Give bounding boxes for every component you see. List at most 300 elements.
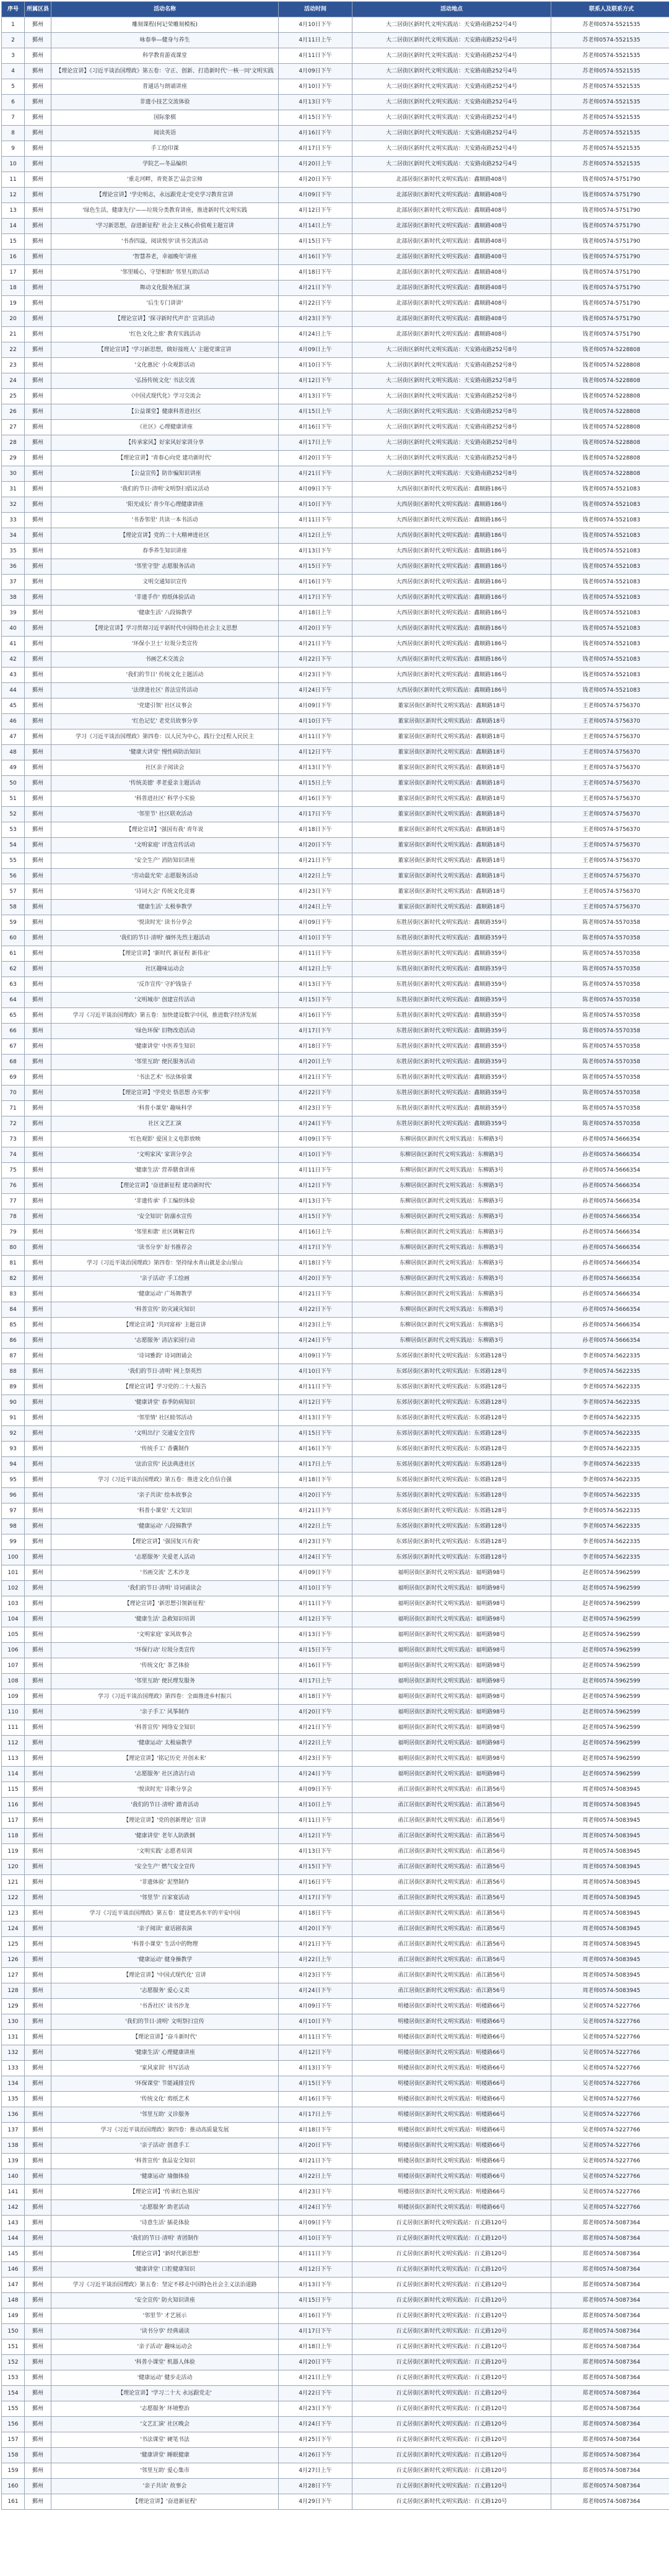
cell-district: 鄞州 xyxy=(25,1736,51,1751)
cell-activity-name: 手工绘印课 xyxy=(51,141,279,157)
cell-contact: 苏老师0574-5521535 xyxy=(551,17,669,33)
cell-index: 116 xyxy=(2,1798,25,1813)
cell-district: 鄞州 xyxy=(25,1240,51,1256)
cell-activity-place: 百丈居街区新时代文明实践站：百丈路120号 xyxy=(352,2417,551,2432)
cell-activity-name: '邻里节' 才艺展示 xyxy=(51,2308,279,2324)
cell-index: 104 xyxy=(2,1612,25,1627)
cell-contact: 赵老师0574-5962599 xyxy=(551,1643,669,1658)
cell-index: 149 xyxy=(2,2308,25,2324)
cell-activity-time: 4月11日下午 xyxy=(279,2247,352,2262)
cell-district: 鄞州 xyxy=(25,1101,51,1116)
cell-activity-time: 4月17日下午 xyxy=(279,141,352,157)
table-row xyxy=(2,2014,669,2030)
cell-index: 155 xyxy=(2,2401,25,2417)
cell-activity-place: 董家居街区新时代文明实践站：鑫顺路18号 xyxy=(352,884,551,900)
table-row xyxy=(2,1101,669,1116)
table-row xyxy=(2,2169,669,2185)
cell-activity-time: 4月15日下午 xyxy=(279,2076,352,2092)
cell-contact: 王老师0574-5756370 xyxy=(551,838,669,853)
cell-activity-name: 【理论宣讲】学习党的二十大报告 xyxy=(51,1380,279,1395)
cell-contact: 陈老师0574-5570358 xyxy=(551,977,669,993)
header-activity-place: 活动地点 xyxy=(352,2,551,17)
cell-index: 117 xyxy=(2,1813,25,1829)
table-row xyxy=(2,1550,669,1565)
table-row xyxy=(2,373,669,389)
cell-activity-name: '亲子阅读' 童话剧表演 xyxy=(51,1921,279,1937)
cell-activity-time: 4月13日下午 xyxy=(279,544,352,559)
cell-contact: 王老师0574-5756370 xyxy=(551,760,669,776)
table-row xyxy=(2,281,669,296)
cell-district: 鄞州 xyxy=(25,2432,51,2448)
cell-district: 鄞州 xyxy=(25,931,51,946)
cell-activity-place: 百丈居街区新时代文明实践站：百丈路120号 xyxy=(352,2262,551,2278)
cell-activity-time: 4月09日下午 xyxy=(279,64,352,79)
cell-activity-name: '非遗体验' 泥塑制作 xyxy=(51,1875,279,1891)
cell-activity-name: '我们的节日·清明' 文明祭扫宣传 xyxy=(51,2014,279,2030)
cell-activity-name: 【公益课堂】健康科普进社区 xyxy=(51,404,279,420)
cell-district: 鄞州 xyxy=(25,791,51,807)
cell-index: 96 xyxy=(2,1488,25,1503)
table-row xyxy=(2,2076,669,2092)
cell-activity-name: '科普小课堂' 天文知识 xyxy=(51,1503,279,1519)
cell-index: 55 xyxy=(2,853,25,869)
cell-index: 108 xyxy=(2,1674,25,1689)
cell-district: 鄞州 xyxy=(25,1720,51,1736)
cell-activity-place: 百丈居街区新时代文明实践站：百丈路120号 xyxy=(352,2278,551,2293)
cell-contact: 钱老师0574-5228808 xyxy=(551,404,669,420)
cell-index: 64 xyxy=(2,993,25,1008)
cell-activity-name: '健康运动' 瑜伽体验 xyxy=(51,2169,279,2185)
cell-activity-time: 4月15日上午 xyxy=(279,776,352,791)
cell-activity-place: 东胜居街区新时代文明实践站：鑫顺路359号 xyxy=(352,1086,551,1101)
cell-district: 鄞州 xyxy=(25,621,51,637)
cell-activity-name: 社区趣味运动会 xyxy=(51,962,279,977)
cell-index: 156 xyxy=(2,2417,25,2432)
cell-activity-place: 董家居街区新时代文明实践站：鑫顺路18号 xyxy=(352,838,551,853)
cell-district: 鄞州 xyxy=(25,1457,51,1473)
cell-contact: 王老师0574-5756370 xyxy=(551,822,669,838)
cell-index: 46 xyxy=(2,714,25,729)
cell-activity-place: 东胜居街区新时代文明实践站：鑫顺路359号 xyxy=(352,993,551,1008)
cell-activity-name: '环保小卫士' 垃圾分类宣传 xyxy=(51,637,279,652)
cell-activity-place: 北部居街区新时代文明实践站：鑫顺路408号 xyxy=(352,188,551,203)
cell-activity-time: 4月09日下午 xyxy=(279,188,352,203)
cell-district: 鄞州 xyxy=(25,2339,51,2355)
cell-activity-name: '我们的节日·清明'文明祭扫倡议活动 xyxy=(51,482,279,497)
cell-activity-place: 东柳居街区新时代文明实践站：东柳路3号 xyxy=(352,1132,551,1147)
cell-contact: 吴老师0574-5227766 xyxy=(551,2030,669,2045)
cell-activity-name: '我们的节日·清明' 诗词诵读会 xyxy=(51,1581,279,1596)
cell-activity-time: 4月11日上午 xyxy=(279,33,352,48)
cell-activity-name: 【理论宣讲】'强国有我' 青年说 xyxy=(51,822,279,838)
cell-index: 66 xyxy=(2,1024,25,1039)
table-row xyxy=(2,760,669,776)
cell-contact: 周老师0574-5083945 xyxy=(551,1891,669,1906)
cell-activity-time: 4月20日下午 xyxy=(279,621,352,637)
table-row xyxy=(2,64,669,79)
cell-index: 40 xyxy=(2,621,25,637)
cell-activity-time: 4月10日下午 xyxy=(279,714,352,729)
cell-district: 鄞州 xyxy=(25,95,51,110)
cell-district: 鄞州 xyxy=(25,2479,51,2494)
cell-contact: 王老师0574-5756370 xyxy=(551,745,669,760)
cell-contact: 郑老师0574-5087364 xyxy=(551,2293,669,2308)
cell-index: 126 xyxy=(2,1952,25,1968)
cell-activity-place: 福明居街区新时代文明实践站：福明路98号 xyxy=(352,1705,551,1720)
cell-activity-name: '书香社区' 读书沙龙 xyxy=(51,1999,279,2014)
cell-index: 32 xyxy=(2,497,25,513)
cell-index: 93 xyxy=(2,1442,25,1457)
cell-activity-place: 东郊居街区新时代文明实践站：东郊路128号 xyxy=(352,1457,551,1473)
table-row xyxy=(2,1674,669,1689)
cell-district: 鄞州 xyxy=(25,1039,51,1055)
table-row xyxy=(2,2479,669,2494)
cell-index: 91 xyxy=(2,1411,25,1426)
cell-contact: 陈老师0574-5570358 xyxy=(551,1101,669,1116)
cell-activity-place: 董家居街区新时代文明实践站：鑫顺路18号 xyxy=(352,791,551,807)
cell-activity-name: 【理论宣讲】'学习二十大 永远跟党走' xyxy=(51,2386,279,2401)
cell-index: 70 xyxy=(2,1086,25,1101)
cell-index: 82 xyxy=(2,1271,25,1287)
table-row xyxy=(2,1736,669,1751)
table-row xyxy=(2,776,669,791)
cell-activity-time: 4月11日下午 xyxy=(279,2030,352,2045)
cell-index: 88 xyxy=(2,1364,25,1380)
cell-contact: 钱老师0574-5751790 xyxy=(551,296,669,311)
cell-activity-name: '文明城市' 创建宣传活动 xyxy=(51,993,279,1008)
cell-index: 73 xyxy=(2,1132,25,1147)
table-row xyxy=(2,420,669,435)
cell-index: 151 xyxy=(2,2339,25,2355)
cell-activity-place: 大西居街区新时代文明实践站：鑫顺路186号 xyxy=(352,575,551,590)
table-row xyxy=(2,1906,669,1921)
cell-index: 124 xyxy=(2,1921,25,1937)
cell-district: 鄞州 xyxy=(25,1519,51,1534)
cell-activity-place: 明楼居街区新时代文明实践站：明楼路66号 xyxy=(352,2169,551,2185)
cell-activity-time: 4月16日下午 xyxy=(279,575,352,590)
cell-index: 26 xyxy=(2,404,25,420)
cell-district: 鄞州 xyxy=(25,2308,51,2324)
cell-district: 鄞州 xyxy=(25,1767,51,1782)
cell-contact: 李老师0574-5622335 xyxy=(551,1534,669,1550)
cell-activity-time: 4月17日下午 xyxy=(279,1240,352,1256)
cell-index: 142 xyxy=(2,2200,25,2216)
cell-district: 鄞州 xyxy=(25,513,51,528)
cell-district: 鄞州 xyxy=(25,2092,51,2107)
cell-activity-name: '文艺汇演' 社区晚会 xyxy=(51,2417,279,2432)
table-row xyxy=(2,2107,669,2123)
cell-activity-time: 4月20日下午 xyxy=(279,1488,352,1503)
cell-activity-place: 明楼居街区新时代文明实践站：明楼路66号 xyxy=(352,2138,551,2154)
table-row xyxy=(2,296,669,311)
cell-district: 鄞州 xyxy=(25,327,51,342)
cell-index: 148 xyxy=(2,2293,25,2308)
cell-district: 鄞州 xyxy=(25,1860,51,1875)
cell-activity-place: 董家居街区新时代文明实践站：鑫顺路18号 xyxy=(352,760,551,776)
cell-contact: 钱老师0574-5521083 xyxy=(551,621,669,637)
cell-activity-time: 4月13日下午 xyxy=(279,2061,352,2076)
cell-activity-place: 大二居街区新时代文明实践站：天安路南路252号4号 xyxy=(352,79,551,95)
cell-activity-place: 东胜居街区新时代文明实践站：鑫顺路359号 xyxy=(352,931,551,946)
cell-activity-name: '邻里互助' 便民服务活动 xyxy=(51,1055,279,1070)
cell-activity-time: 4月23日上午 xyxy=(279,1318,352,1333)
cell-activity-time: 4月22日下午 xyxy=(279,1302,352,1318)
cell-activity-time: 4月23日下午 xyxy=(279,311,352,327)
table-row xyxy=(2,1937,669,1952)
cell-activity-name: '健康生活' 心理健康讲座 xyxy=(51,2045,279,2061)
table-row xyxy=(2,1767,669,1782)
table-row xyxy=(2,2092,669,2107)
cell-activity-name: 【理论宣讲】'奋进新征程 建功新时代' xyxy=(51,1178,279,1194)
table-row xyxy=(2,1519,669,1534)
cell-contact: 王老师0574-5756370 xyxy=(551,853,669,869)
table-row xyxy=(2,1983,669,1999)
cell-index: 129 xyxy=(2,1999,25,2014)
cell-district: 鄞州 xyxy=(25,1147,51,1163)
cell-contact: 郑老师0574-5087364 xyxy=(551,2448,669,2463)
cell-index: 143 xyxy=(2,2216,25,2231)
cell-index: 90 xyxy=(2,1395,25,1411)
cell-activity-time: 4月10日下午 xyxy=(279,1364,352,1380)
cell-index: 8 xyxy=(2,126,25,141)
cell-index: 74 xyxy=(2,1147,25,1163)
cell-activity-name: '传统文化' 茶艺体验 xyxy=(51,1658,279,1674)
cell-contact: 孙老师0574-5666354 xyxy=(551,1256,669,1271)
cell-activity-name: '我们的节日·清明' 青团制作 xyxy=(51,2231,279,2247)
cell-activity-name: 普通话与朗诵讲座 xyxy=(51,79,279,95)
cell-index: 28 xyxy=(2,435,25,451)
cell-activity-place: 福明居街区新时代文明实践站：福明路98号 xyxy=(352,1689,551,1705)
cell-district: 鄞州 xyxy=(25,1921,51,1937)
table-row xyxy=(2,2448,669,2463)
cell-contact: 陈老师0574-5570358 xyxy=(551,962,669,977)
cell-district: 鄞州 xyxy=(25,1287,51,1302)
cell-activity-time: 4月13日下午 xyxy=(279,1844,352,1860)
cell-activity-time: 4月15日下午 xyxy=(279,993,352,1008)
cell-contact: 钱老师0574-5751790 xyxy=(551,327,669,342)
cell-activity-place: 北部居街区新时代文明实践站：鑫顺路408号 xyxy=(352,265,551,281)
cell-index: 75 xyxy=(2,1163,25,1178)
cell-index: 60 xyxy=(2,931,25,946)
cell-index: 42 xyxy=(2,652,25,668)
cell-activity-name: '邻里互助' 便民理发服务 xyxy=(51,1674,279,1689)
table-row xyxy=(2,482,669,497)
cell-activity-name: '健康运动' 八段锦教学 xyxy=(51,1519,279,1534)
cell-activity-place: 大西居街区新时代文明实践站：鑫顺路186号 xyxy=(352,621,551,637)
cell-activity-name: '健康运动' 太极扇教学 xyxy=(51,1736,279,1751)
cell-contact: 郑老师0574-5087364 xyxy=(551,2355,669,2370)
cell-activity-time: 4月24日下午 xyxy=(279,1333,352,1349)
cell-index: 81 xyxy=(2,1256,25,1271)
cell-activity-place: 北部居街区新时代文明实践站：鑫顺路408号 xyxy=(352,234,551,250)
cell-district: 鄞州 xyxy=(25,1937,51,1952)
cell-contact: 钱老师0574-5228808 xyxy=(551,420,669,435)
table-row xyxy=(2,203,669,219)
cell-activity-time: 4月12日下午 xyxy=(279,745,352,760)
cell-contact: 李老师0574-5622335 xyxy=(551,1426,669,1442)
cell-contact: 钱老师0574-5521083 xyxy=(551,637,669,652)
cell-index: 127 xyxy=(2,1968,25,1983)
table-row xyxy=(2,157,669,172)
cell-activity-time: 4月13日下午 xyxy=(279,2278,352,2293)
cell-activity-place: 大二居街区新时代文明实践站：天安路南路252号4号 xyxy=(352,48,551,64)
cell-index: 92 xyxy=(2,1426,25,1442)
table-row xyxy=(2,1086,669,1101)
cell-activity-name: '健康生活' 急救知识培训 xyxy=(51,1612,279,1627)
cell-activity-place: 大二居街区新时代文明实践站：天安路南路252号8号 xyxy=(352,404,551,420)
cell-activity-time: 4月12日下午 xyxy=(279,203,352,219)
cell-activity-name: '弘扬传统文化' 书法交流 xyxy=(51,373,279,389)
table-row xyxy=(2,1813,669,1829)
cell-activity-place: 明楼居街区新时代文明实践站：明楼路66号 xyxy=(352,2107,551,2123)
cell-contact: 钱老师0574-5521083 xyxy=(551,497,669,513)
cell-activity-time: 4月18日下午 xyxy=(279,1256,352,1271)
table-row xyxy=(2,1287,669,1302)
cell-index: 67 xyxy=(2,1039,25,1055)
cell-activity-name: 学习《习近平谈治国理政》第四卷：坚持绿水青山就是金山银山 xyxy=(51,1256,279,1271)
cell-activity-place: 百丈居街区新时代文明实践站：百丈路120号 xyxy=(352,2216,551,2231)
cell-activity-name: 【理论宣讲】'共同富裕' 主题宣讲 xyxy=(51,1318,279,1333)
cell-activity-time: 4月20日下午 xyxy=(279,1705,352,1720)
cell-contact: 周老师0574-5083945 xyxy=(551,1798,669,1813)
cell-district: 鄞州 xyxy=(25,203,51,219)
table-row xyxy=(2,2185,669,2200)
cell-index: 54 xyxy=(2,838,25,853)
cell-index: 87 xyxy=(2,1349,25,1364)
cell-contact: 钱老师0574-5751790 xyxy=(551,265,669,281)
cell-index: 132 xyxy=(2,2045,25,2061)
table-row xyxy=(2,1395,669,1411)
table-row xyxy=(2,559,669,575)
cell-activity-name: '志愿服务' 爱心义卖 xyxy=(51,1983,279,1999)
cell-activity-name: 学习《习近平谈治国理政》第五卷：推进文化自信自强 xyxy=(51,1473,279,1488)
cell-contact: 赵老师0574-5962599 xyxy=(551,1658,669,1674)
cell-activity-name: 阅读英语 xyxy=(51,126,279,141)
table-row xyxy=(2,1534,669,1550)
table-row xyxy=(2,729,669,745)
cell-activity-name: '亲子共读' 绘本故事会 xyxy=(51,1488,279,1503)
cell-activity-place: 东柳居街区新时代文明实践站：东柳路3号 xyxy=(352,1287,551,1302)
cell-contact: 钱老师0574-5751790 xyxy=(551,172,669,188)
cell-activity-time: 4月10日下午 xyxy=(279,358,352,373)
cell-activity-place: 大西居街区新时代文明实践站：鑫顺路186号 xyxy=(352,590,551,606)
table-row xyxy=(2,621,669,637)
cell-index: 158 xyxy=(2,2448,25,2463)
table-row xyxy=(2,1364,669,1380)
cell-index: 22 xyxy=(2,342,25,358)
cell-activity-time: 4月22日下午 xyxy=(279,652,352,668)
cell-activity-name: '亲子手工' 风筝制作 xyxy=(51,1705,279,1720)
cell-contact: 苏老师0574-5521535 xyxy=(551,126,669,141)
cell-district: 鄞州 xyxy=(25,1658,51,1674)
cell-activity-time: 4月17日上午 xyxy=(279,2107,352,2123)
cell-activity-place: 明楼居街区新时代文明实践站：明楼路66号 xyxy=(352,2185,551,2200)
cell-activity-place: 大二居街区新时代文明实践站：天安路南路252号4号 xyxy=(352,110,551,126)
table-row xyxy=(2,575,669,590)
cell-district: 鄞州 xyxy=(25,358,51,373)
cell-activity-time: 4月15日下午 xyxy=(279,110,352,126)
table-row xyxy=(2,497,669,513)
table-row xyxy=(2,1024,669,1039)
cell-index: 25 xyxy=(2,389,25,404)
table-row xyxy=(2,2030,669,2045)
cell-district: 鄞州 xyxy=(25,1565,51,1581)
cell-district: 鄞州 xyxy=(25,884,51,900)
table-row xyxy=(2,2278,669,2293)
cell-activity-name: 学习《习近平谈治国理政》第五卷：坚定不移走中国特色社会主义法治道路 xyxy=(51,2278,279,2293)
table-row xyxy=(2,1070,669,1086)
cell-index: 56 xyxy=(2,869,25,884)
cell-activity-place: 东胜居街区新时代文明实践站：鑫顺路359号 xyxy=(352,1024,551,1039)
cell-contact: 钱老师0574-5521083 xyxy=(551,683,669,698)
cell-activity-place: 东郊居街区新时代文明实践站：东郊路128号 xyxy=(352,1473,551,1488)
cell-activity-place: 东胜居街区新时代文明实践站：鑫顺路359号 xyxy=(352,1116,551,1132)
table-row xyxy=(2,327,669,342)
table-row xyxy=(2,1411,669,1426)
cell-district: 鄞州 xyxy=(25,652,51,668)
cell-activity-time: 4月24日下午 xyxy=(279,2200,352,2216)
cell-contact: 赵老师0574-5962599 xyxy=(551,1627,669,1643)
cell-activity-time: 4月09日下午 xyxy=(279,1565,352,1581)
cell-activity-place: 东郊居街区新时代文明实践站：东郊路128号 xyxy=(352,1519,551,1534)
cell-activity-name: '志愿服务' 关爱老人活动 xyxy=(51,1550,279,1565)
cell-activity-place: 东柳居街区新时代文明实践站：东柳路3号 xyxy=(352,1271,551,1287)
table-row xyxy=(2,389,669,404)
cell-activity-name: '邻里互助' 义诊服务 xyxy=(51,2107,279,2123)
cell-activity-place: 福明居街区新时代文明实践站：福明路98号 xyxy=(352,1658,551,1674)
cell-contact: 苏老师0574-5521535 xyxy=(551,33,669,48)
cell-activity-time: 4月11日下午 xyxy=(279,513,352,528)
cell-activity-time: 4月28日下午 xyxy=(279,2479,352,2494)
cell-activity-place: 东柳居街区新时代文明实践站：东柳路3号 xyxy=(352,1225,551,1240)
cell-activity-place: 百丈居街区新时代文明实践站：百丈路120号 xyxy=(352,2339,551,2355)
table-row xyxy=(2,807,669,822)
cell-activity-place: 北部居街区新时代文明实践站：鑫顺路408号 xyxy=(352,203,551,219)
table-row xyxy=(2,172,669,188)
cell-contact: 赵老师0574-5962599 xyxy=(551,1705,669,1720)
cell-contact: 郑老师0574-5087364 xyxy=(551,2339,669,2355)
cell-activity-time: 4月21日下午 xyxy=(279,637,352,652)
cell-district: 鄞州 xyxy=(25,2107,51,2123)
cell-activity-time: 4月14日上午 xyxy=(279,219,352,234)
cell-index: 157 xyxy=(2,2432,25,2448)
cell-district: 鄞州 xyxy=(25,1086,51,1101)
cell-activity-name: 【理论宣讲】'新思想引领新征程' xyxy=(51,1596,279,1612)
cell-activity-place: 福明居街区新时代文明实践站：福明路98号 xyxy=(352,1581,551,1596)
header-index: 序号 xyxy=(2,2,25,17)
cell-activity-place: 百丈居街区新时代文明实践站：百丈路120号 xyxy=(352,2386,551,2401)
cell-activity-name: '健康大讲堂' 慢性病防治知识 xyxy=(51,745,279,760)
table-row xyxy=(2,188,669,203)
cell-activity-time: 4月16日下午 xyxy=(279,1658,352,1674)
cell-activity-place: 大二居街区新时代文明实践站：天安路南路252号4号 xyxy=(352,95,551,110)
cell-contact: 吴老师0574-5227766 xyxy=(551,2185,669,2200)
table-row xyxy=(2,1240,669,1256)
cell-contact: 李老师0574-5622335 xyxy=(551,1519,669,1534)
cell-activity-name: 《社区》心理健康讲座 xyxy=(51,420,279,435)
cell-district: 鄞州 xyxy=(25,2200,51,2216)
cell-district: 鄞州 xyxy=(25,683,51,698)
table-row xyxy=(2,2247,669,2262)
table-row xyxy=(2,2355,669,2370)
cell-activity-name: '环保行动' 垃圾分类宣传 xyxy=(51,1643,279,1658)
header-activity-time: 活动时间 xyxy=(279,2,352,17)
cell-index: 53 xyxy=(2,822,25,838)
cell-activity-time: 4月17日上午 xyxy=(279,1674,352,1689)
table-row xyxy=(2,1581,669,1596)
cell-contact: 郑老师0574-5087364 xyxy=(551,2417,669,2432)
cell-contact: 郑老师0574-5087364 xyxy=(551,2216,669,2231)
